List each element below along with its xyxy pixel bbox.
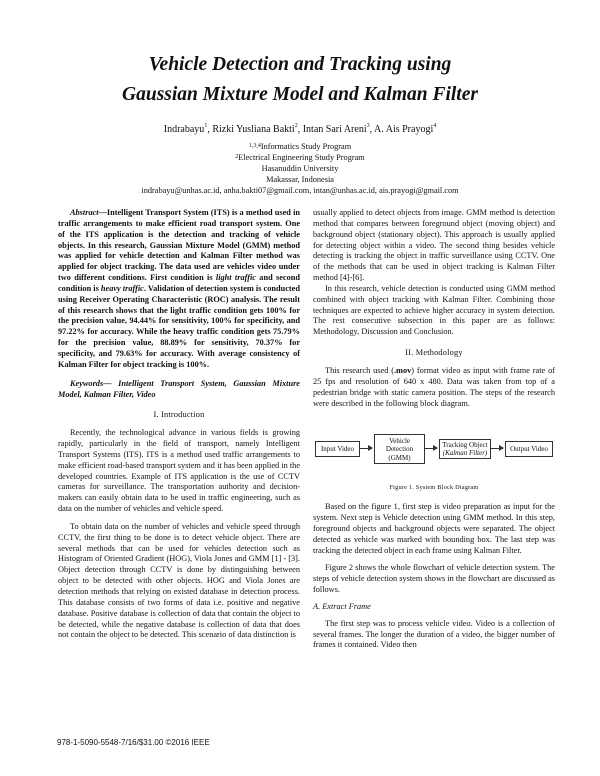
- left-column: [58, 208, 300, 641]
- diagram-arrow: [490, 448, 503, 449]
- author-name: A. Ais Prayogi: [374, 124, 434, 135]
- body-paragraph: Based on the figure 1, first step is video preparation as input for the system. Next step is Vehicle detection using GMM method. In this step, foreground objects and background objects were separated. The object detected as vehicle was marked with bounding box. The last step was tracking the detected object in each frame using Kalman Filter.: [313, 502, 555, 555]
- author-name: Intan Sari Areni: [302, 124, 367, 135]
- intro-paragraph: To obtain data on the number of vehicles and vehicle speed through CCTV, the first thing to be done is to detect vehicle object. There are several methods that can be used for vehicles detection such as Histogram of Oriented Gradient (HOG), Viola Jones and GMM [1] - [3]. Object detection through CCTV is done by distinguishing between object to be detected with other objects. HOG and Viola Jones are detection methods that relying on existed database in detection process. This database consists of two forms of data i.e. positive and negative database. Positive database is collection of data that contain the object to be detected, while the negative database is collection of data that does not contain the object to be detected. This scenario of data distinction is: [58, 521, 300, 640]
- author-name: Indrabayu: [163, 124, 205, 135]
- body-paragraph: This research used (.mov) format video as input with frame rate of 25 fps and resolution of 640 x 480. Data was taken from top of a pedestrian bridge with static camera position. The steps of the research were described in the following block diagram.: [313, 365, 556, 408]
- keywords: Keywords— Intelligent Transport System, Gaussian Mixture Model, Kalman Filter, Video: [58, 378, 300, 399]
- diagram-box-input-video: Input Video: [315, 441, 360, 457]
- subsection-heading: A. Extract Frame: [313, 601, 371, 611]
- diagram-arrow: [359, 448, 372, 449]
- diagram-box-vehicle-detection: Vehicle Detection (GMM): [374, 434, 425, 464]
- diagram-box-output-video: Output Video: [505, 441, 553, 457]
- diagram-arrow: [424, 448, 437, 449]
- block-diagram: [313, 415, 555, 479]
- author-name: Rizki Yusliana Bakti: [212, 124, 295, 135]
- paper-title-line-1: Vehicle Detection and Tracking using: [148, 54, 452, 75]
- body-paragraph: The first step was to process vehicle video. Video is a collection of several frames. The longer the duration of a video, the bigger number of frames it contained. Video then: [313, 618, 555, 650]
- author-emails: indrabayu@unhas.ac.id, anha.bakti07@gmail.com, intan@unhas.ac.id, ais.prayogi@gmail.com: [141, 186, 459, 195]
- body-paragraph: In this research, vehicle detection is conducted using GMM method combined with object tracking with Kalman Filter. Combining those techniques are expected to achieve higher accuracy in system detection. The rest consecutive subsection in this paper are as follows: Methodology, Discussion and Conclusion.: [313, 283, 555, 337]
- copyright-footer: 978-1-5090-5548-7/16/$31.00 ©2016 IEEE: [57, 738, 210, 747]
- section-heading-methodology: II. Methodology: [405, 348, 463, 358]
- affiliation-1: $^{1,3,4}$Informatics Study Program: [248, 142, 352, 151]
- affiliation-3: Hasanuddin University: [261, 164, 339, 173]
- abstract: Abstract—Intelligent Transport System (ITS) is a method used in traffic arrangements to make efficient road transport system. One of the ITS application is the detection and tracking of vehicle objects. In this research, Gaussian Mixture Model (GMM) method was applied for vehicle detection and Kalman Filter method was applied for object tracking. The data used are vehicles video under two different conditions. First condition is light traffic and second condition is heavy traffic. Validation of detection system is conducted using Receiver Operating Characteristic (ROC) analysis. The result of this research shows that the light traffic condition gets 100% for the precision value, 94.44% for sensitivity, 100% for specificity, and 97.22% for accuracy. While the heavy traffic condition gets 75.79% for the precision value, 88.89% for sensitivity, 70.37% for specificity, and 79.63% for accuracy. With average consistency of Kalman Filter for object tracking is 100%.: [58, 208, 300, 369]
- paper-title-line-2: Gaussian Mixture Model and Kalman Filter: [122, 84, 478, 105]
- figure-caption: Figure 1. System Block Diagram: [389, 484, 479, 492]
- diagram-box-tracking-object: Tracking Object (Kalman Filter): [439, 439, 491, 459]
- right-column: [313, 208, 555, 651]
- abstract-label: Abstract—: [70, 208, 107, 217]
- section-heading-introduction: I. Introduction: [153, 410, 205, 420]
- intro-paragraph: Recently, the technological advance in various fields is growing rapidly, particularly in the field of transport, namely Intelligent Transport Systems (ITS). ITS is a method used traffic arrangements to make efficient road-based transport system and it has been applied in the developed countries. Example of ITS application is the use of CCTV cameras for surveillance. The transportation authority and decision-makers can easily obtain data to be used in traffic engineering, such as data on the number of vehicles and vehicle speed.: [58, 428, 300, 514]
- affiliation-4: Makassar, Indonesia: [266, 175, 334, 184]
- affiliation-2: $^2$Electrical Engineering Study Program: [235, 153, 365, 162]
- body-paragraph: Figure 2 shows the whole flowchart of vehicle detection system. The steps of vehicle detection system shows in the flowchart are discussed as follows.: [313, 563, 555, 595]
- author-list: Indrabayu$^1$, Rizki Yusliana Bakti$^2$, Intan Sari Areni$^3$, A. Ais Prayogi$^4$: [163, 123, 437, 135]
- body-paragraph: usually applied to detect objects from image. GMM method is detection method that compares between foreground object (moving object) and background object (stationary object). This approach is usually applied for detecting object within a video. The second thing besides vehicle detecting is tracking the object in traffic surveillance using CCTV. One of the methods that can be used in object tracking is Kalman Filter method [4]-[6].: [313, 208, 555, 283]
